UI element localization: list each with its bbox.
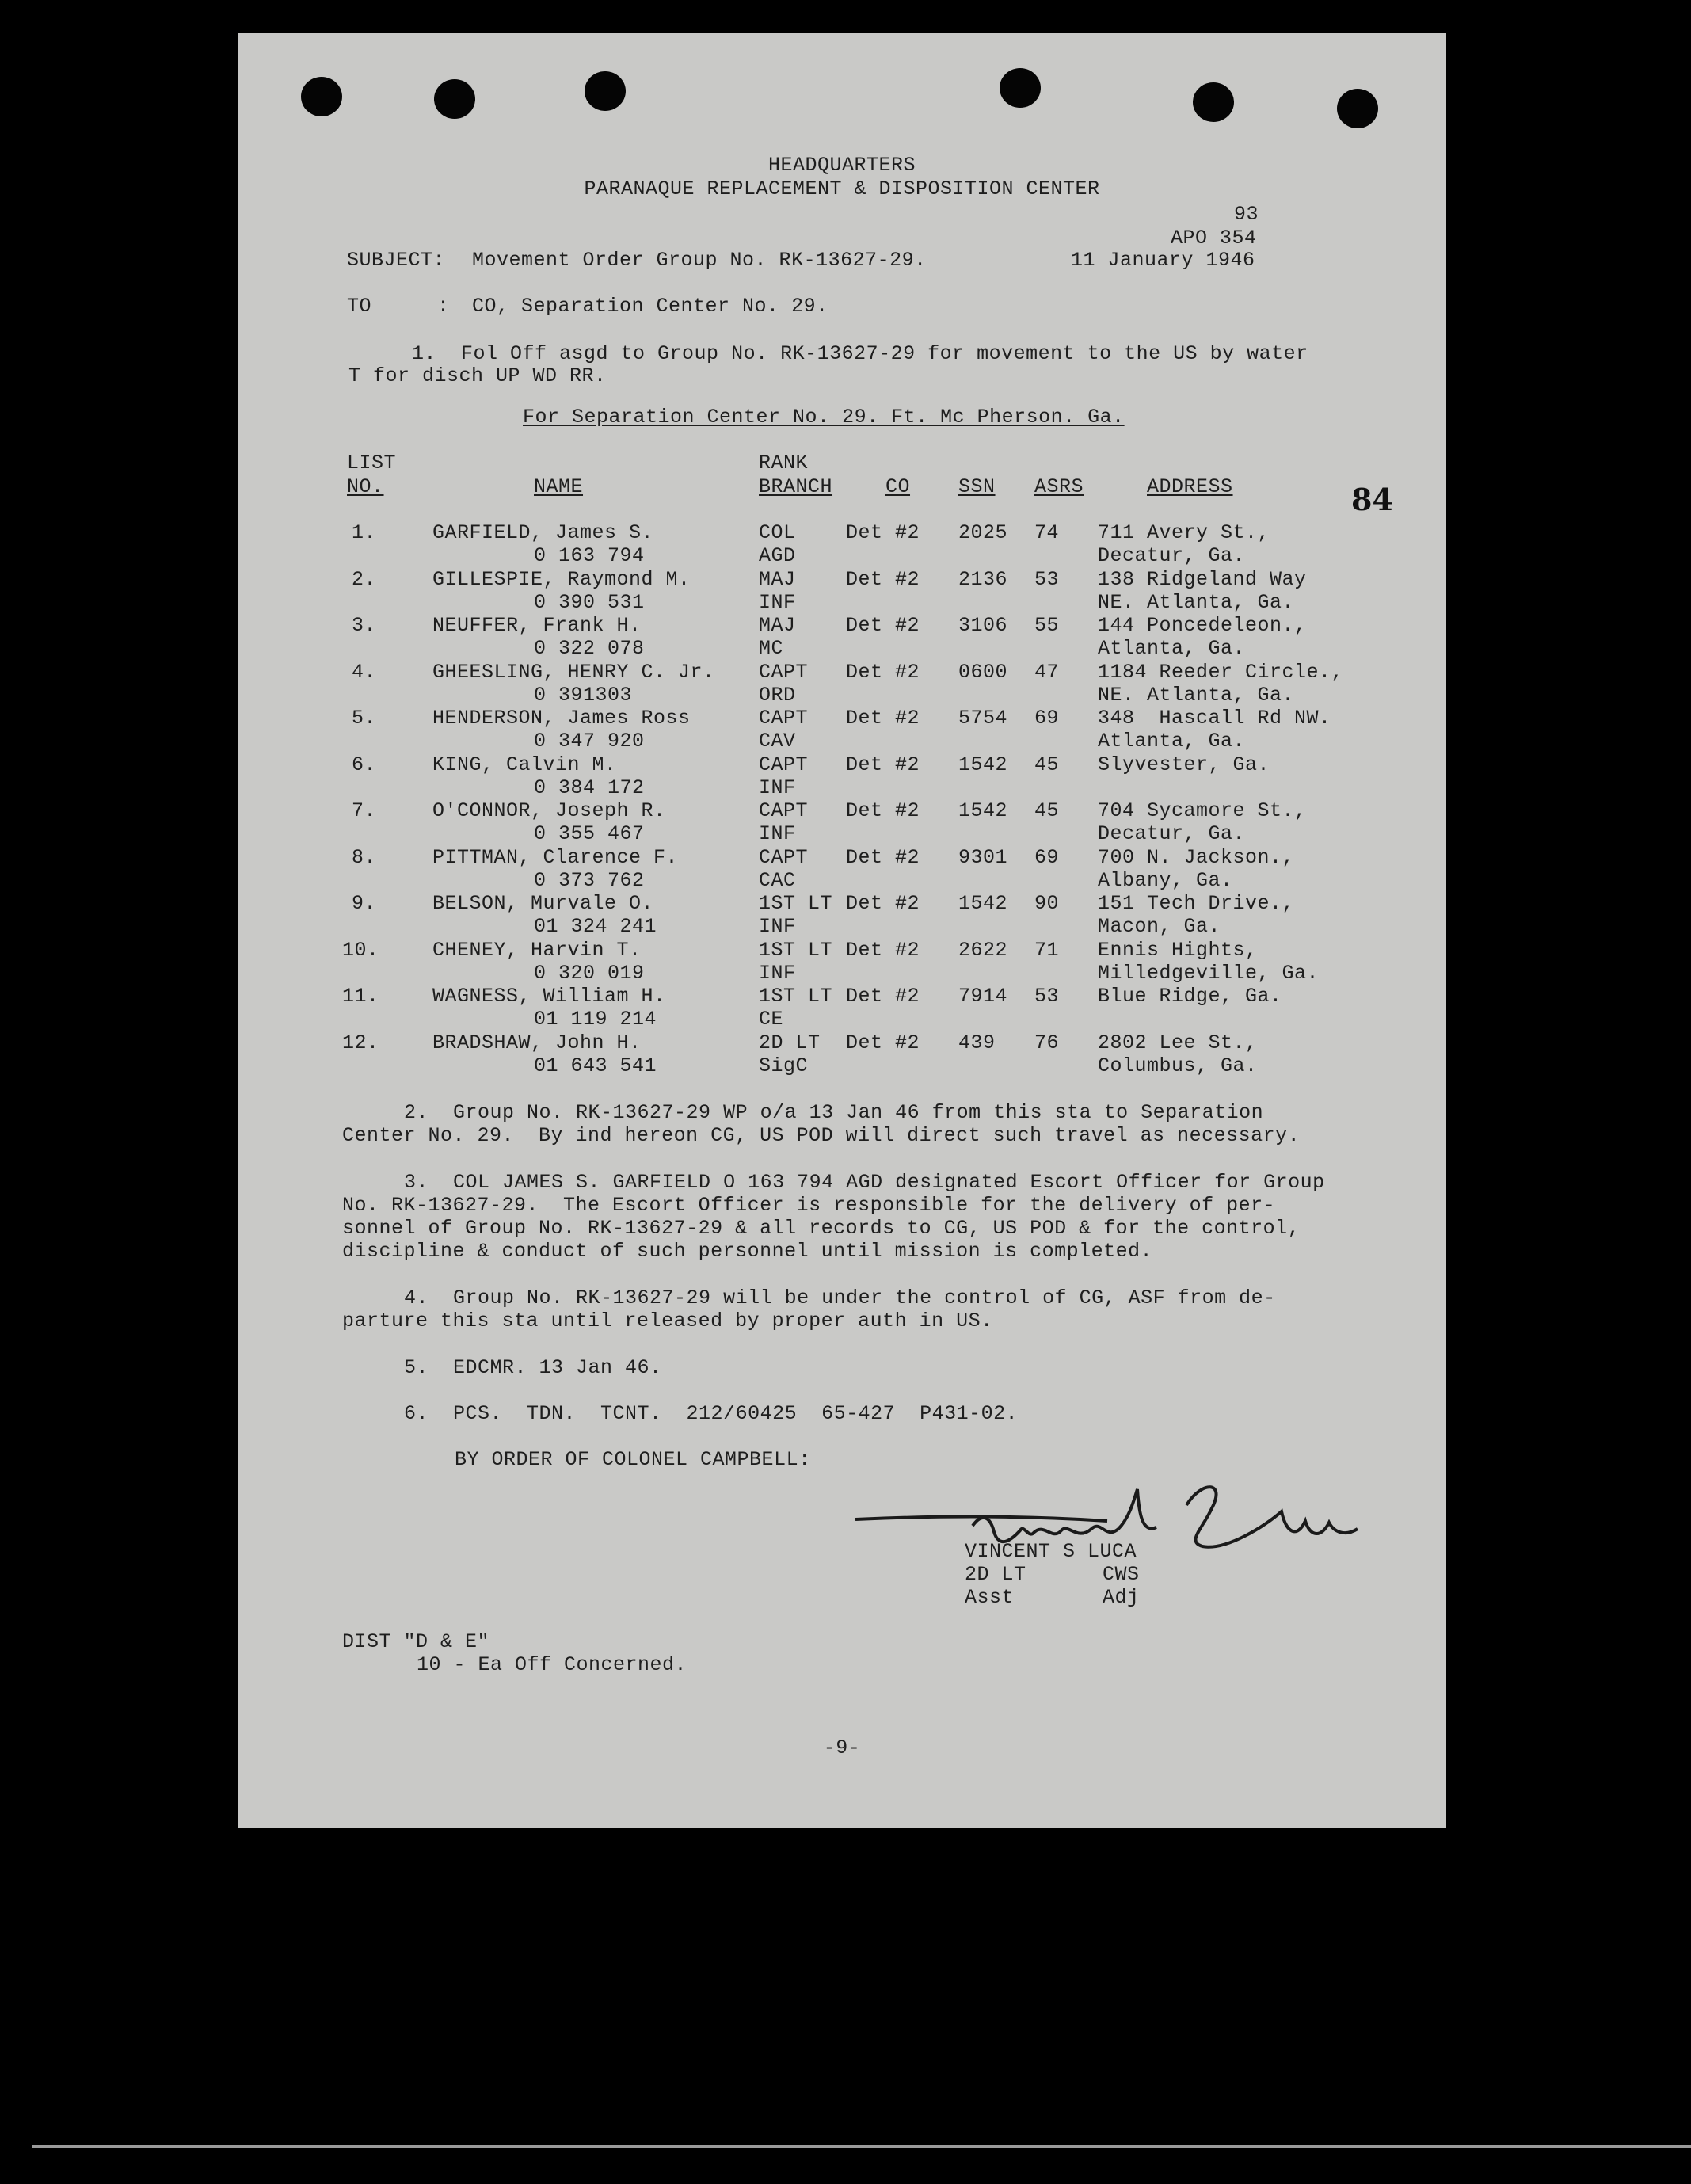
officer-asrs: 53 <box>1034 985 1060 1008</box>
officer-address-line-1: 700 N. Jackson., <box>1098 846 1295 869</box>
officer-ssn: 439 <box>958 1031 996 1054</box>
para-3-line-2: No. RK-13627-29. The Escort Officer is responsible for the delivery of per- <box>342 1194 1276 1217</box>
officer-serial: 0 390 531 <box>534 591 645 614</box>
officer-name: WAGNESS, William H. <box>432 985 666 1008</box>
handwritten-number: 93 <box>1234 203 1259 226</box>
officer-name: GHEESLING, HENRY C. Jr. <box>432 661 715 684</box>
officer-serial: 01 324 241 <box>534 915 657 938</box>
distribution-label: DIST "D & E" <box>342 1630 490 1653</box>
to-colon: : <box>437 295 450 318</box>
officer-serial: 0 355 467 <box>534 822 645 845</box>
punch-hole-3 <box>585 71 626 111</box>
officer-name: KING, Calvin M. <box>432 753 617 776</box>
officer-co: Det #2 <box>846 892 920 915</box>
header-branch: BRANCH <box>759 475 833 498</box>
officer-serial: 01 643 541 <box>534 1054 657 1077</box>
officer-branch: INF <box>759 915 796 938</box>
officer-name: GILLESPIE, Raymond M. <box>432 568 691 591</box>
officer-name: GARFIELD, James S. <box>432 521 654 544</box>
officer-rank: COL <box>759 521 796 544</box>
para-4-line-2: parture this sta until released by proper auth in US. <box>342 1309 993 1332</box>
officer-ssn: 9301 <box>958 846 1008 869</box>
officer-asrs: 45 <box>1034 753 1060 776</box>
officer-address-line-2: Decatur, Ga. <box>1098 822 1246 845</box>
officer-ssn: 5754 <box>958 707 1008 730</box>
officer-address-line-2: Macon, Ga. <box>1098 915 1221 938</box>
officer-address-line-1: 1184 Reeder Circle., <box>1098 661 1344 684</box>
officer-serial: 0 163 794 <box>534 544 645 567</box>
document-page <box>238 33 1446 1828</box>
officer-co: Det #2 <box>846 1031 920 1054</box>
document-date: 11 January 1946 <box>1071 249 1255 272</box>
officer-address-line-1: 138 Ridgeland Way <box>1098 568 1307 591</box>
row-number: 11. <box>342 985 379 1008</box>
officer-rank: CAPT <box>759 846 809 869</box>
officer-co: Det #2 <box>846 568 920 591</box>
officer-address-line-1: Blue Ridge, Ga. <box>1098 985 1282 1008</box>
officer-ssn: 7914 <box>958 985 1008 1008</box>
officer-address-line-2: Decatur, Ga. <box>1098 544 1246 567</box>
officer-ssn: 1542 <box>958 799 1008 822</box>
para-2-line-2: Center No. 29. By ind hereon CG, US POD will direct such travel as necessary. <box>342 1124 1301 1147</box>
officer-serial: 0 322 078 <box>534 637 645 660</box>
para-1-line-1: 1. Fol Off asgd to Group No. RK-13627-29 for movement to the US by water <box>412 342 1308 365</box>
officer-branch: CAC <box>759 869 796 892</box>
officer-name: BRADSHAW, John H. <box>432 1031 642 1054</box>
officer-name: O'CONNOR, Joseph R. <box>432 799 666 822</box>
officer-address-line-2: Atlanta, Ga. <box>1098 637 1246 660</box>
officer-address-line-1: 144 Poncedeleon., <box>1098 614 1307 637</box>
officer-serial: 0 384 172 <box>534 776 645 799</box>
para-3-line-3: sonnel of Group No. RK-13627-29 & all records to CG, US POD & for the control, <box>342 1217 1301 1240</box>
punch-hole-1 <box>301 77 342 116</box>
signer-title-1: Asst <box>965 1586 1015 1609</box>
header-asrs: ASRS <box>1034 475 1084 498</box>
officer-name: NEUFFER, Frank H. <box>432 614 642 637</box>
officer-rank: CAPT <box>759 661 809 684</box>
officer-rank: CAPT <box>759 707 809 730</box>
officer-name: HENDERSON, James Ross <box>432 707 691 730</box>
officer-co: Det #2 <box>846 707 920 730</box>
officer-rank: CAPT <box>759 799 809 822</box>
punch-hole-6 <box>1337 89 1378 128</box>
officer-co: Det #2 <box>846 753 920 776</box>
officer-name: BELSON, Murvale O. <box>432 892 654 915</box>
page-stamp: 84 <box>1351 482 1393 517</box>
officer-address-line-1: 151 Tech Drive., <box>1098 892 1295 915</box>
officer-address-line-1: Slyvester, Ga. <box>1098 753 1270 776</box>
page-number: -9- <box>823 1736 861 1759</box>
officer-address-line-1: Ennis Hights, <box>1098 939 1258 962</box>
officer-serial: 0 347 920 <box>534 730 645 753</box>
officer-branch: ORD <box>759 684 796 707</box>
officer-co: Det #2 <box>846 846 920 869</box>
signer-branch: CWS <box>1103 1563 1140 1586</box>
subject-text: Movement Order Group No. RK-13627-29. <box>472 249 927 272</box>
header-name: NAME <box>534 475 584 498</box>
para-5: 5. EDCMR. 13 Jan 46. <box>404 1356 662 1379</box>
header-address: ADDRESS <box>1147 475 1233 498</box>
para-1-line-2: T for disch UP WD RR. <box>348 364 607 387</box>
row-number: 2. <box>352 568 377 591</box>
officer-branch: INF <box>759 776 796 799</box>
officer-asrs: 69 <box>1034 846 1060 869</box>
row-number: 5. <box>352 707 377 730</box>
subject-label: SUBJECT: <box>347 249 446 272</box>
para-6: 6. PCS. TDN. TCNT. 212/60425 65-427 P431-02. <box>404 1402 1019 1425</box>
header-rank: RANK <box>759 452 809 475</box>
officer-asrs: 76 <box>1034 1031 1060 1054</box>
officer-branch: AGD <box>759 544 796 567</box>
officer-address-line-2: Columbus, Ga. <box>1098 1054 1258 1077</box>
officer-ssn: 2622 <box>958 939 1008 962</box>
officer-co: Det #2 <box>846 799 920 822</box>
officer-address-line-2: NE. Atlanta, Ga. <box>1098 591 1295 614</box>
para-3-line-1: 3. COL JAMES S. GARFIELD O 163 794 AGD designated Escort Officer for Group <box>404 1171 1325 1194</box>
officer-serial: 01 119 214 <box>534 1008 657 1031</box>
officer-branch: INF <box>759 591 796 614</box>
scan-edge-line <box>32 2145 1691 2148</box>
officer-branch: INF <box>759 822 796 845</box>
signer-rank: 2D LT <box>965 1563 1026 1586</box>
officer-rank: 2D LT <box>759 1031 821 1054</box>
header-list: LIST <box>347 452 397 475</box>
officer-ssn: 1542 <box>958 892 1008 915</box>
officer-rank: 1ST LT <box>759 939 833 962</box>
officer-asrs: 71 <box>1034 939 1060 962</box>
officer-serial: 0 320 019 <box>534 962 645 985</box>
apo-line: APO 354 <box>1171 227 1257 250</box>
punch-hole-2 <box>434 79 475 119</box>
officer-ssn: 2025 <box>958 521 1008 544</box>
officer-asrs: 45 <box>1034 799 1060 822</box>
officer-asrs: 74 <box>1034 521 1060 544</box>
para-3-line-4: discipline & conduct of such personnel until mission is completed. <box>342 1240 1153 1263</box>
officer-address-line-2: Atlanta, Ga. <box>1098 730 1246 753</box>
officer-branch: MC <box>759 637 784 660</box>
officer-ssn: 1542 <box>958 753 1008 776</box>
header-ssn: SSN <box>958 475 996 498</box>
officer-rank: MAJ <box>759 614 796 637</box>
officer-name: PITTMAN, Clarence F. <box>432 846 679 869</box>
officer-ssn: 2136 <box>958 568 1008 591</box>
officer-co: Det #2 <box>846 521 920 544</box>
officer-rank: 1ST LT <box>759 892 833 915</box>
row-number: 3. <box>352 614 377 637</box>
officer-address-line-1: 348 Hascall Rd NW. <box>1098 707 1331 730</box>
order-line: BY ORDER OF COLONEL CAMPBELL: <box>455 1448 811 1471</box>
officer-address-line-2: Albany, Ga. <box>1098 869 1233 892</box>
officer-asrs: 90 <box>1034 892 1060 915</box>
officer-rank: MAJ <box>759 568 796 591</box>
row-number: 10. <box>342 939 379 962</box>
para-2-line-1: 2. Group No. RK-13627-29 WP o/a 13 Jan 46 from this sta to Separation <box>404 1101 1264 1124</box>
row-number: 12. <box>342 1031 379 1054</box>
section-heading: For Separation Center No. 29. Ft. Mc Pherson. Ga. <box>523 406 1125 429</box>
header-line-2: PARANAQUE REPLACEMENT & DISPOSITION CENTER <box>584 177 1100 200</box>
row-number: 9. <box>352 892 377 915</box>
row-number: 6. <box>352 753 377 776</box>
officer-co: Det #2 <box>846 614 920 637</box>
officer-serial: 0 391303 <box>534 684 633 707</box>
officer-asrs: 47 <box>1034 661 1060 684</box>
officer-ssn: 3106 <box>958 614 1008 637</box>
officer-asrs: 53 <box>1034 568 1060 591</box>
officer-address-line-2: Milledgeville, Ga. <box>1098 962 1320 985</box>
header-no: NO. <box>347 475 384 498</box>
officer-rank: CAPT <box>759 753 809 776</box>
para-4-line-1: 4. Group No. RK-13627-29 will be under the control of CG, ASF from de- <box>404 1286 1276 1309</box>
officer-ssn: 0600 <box>958 661 1008 684</box>
officer-asrs: 55 <box>1034 614 1060 637</box>
row-number: 4. <box>352 661 377 684</box>
header-line-1: HEADQUARTERS <box>767 154 916 177</box>
officer-co: Det #2 <box>846 985 920 1008</box>
to-text: CO, Separation Center No. 29. <box>472 295 828 318</box>
officer-address-line-2: NE. Atlanta, Ga. <box>1098 684 1295 707</box>
officer-branch: CAV <box>759 730 796 753</box>
officer-branch: CE <box>759 1008 784 1031</box>
officer-rank: 1ST LT <box>759 985 833 1008</box>
officer-address-line-1: 2802 Lee St., <box>1098 1031 1258 1054</box>
officer-serial: 0 373 762 <box>534 869 645 892</box>
header-co: CO <box>885 475 911 498</box>
punch-hole-5 <box>1193 82 1234 122</box>
officer-branch: SigC <box>759 1054 809 1077</box>
to-label: TO <box>347 295 372 318</box>
officer-co: Det #2 <box>846 661 920 684</box>
officer-asrs: 69 <box>1034 707 1060 730</box>
officer-address-line-1: 704 Sycamore St., <box>1098 799 1307 822</box>
officer-address-line-1: 711 Avery St., <box>1098 521 1270 544</box>
signer-title-2: Adj <box>1103 1586 1140 1609</box>
officer-co: Det #2 <box>846 939 920 962</box>
row-number: 1. <box>352 521 377 544</box>
row-number: 8. <box>352 846 377 869</box>
row-number: 7. <box>352 799 377 822</box>
punch-hole-4 <box>1000 68 1041 108</box>
officer-name: CHENEY, Harvin T. <box>432 939 642 962</box>
signer-name: VINCENT S LUCA <box>965 1540 1137 1563</box>
officer-branch: INF <box>759 962 796 985</box>
distribution-line: 10 - Ea Off Concerned. <box>417 1653 687 1676</box>
